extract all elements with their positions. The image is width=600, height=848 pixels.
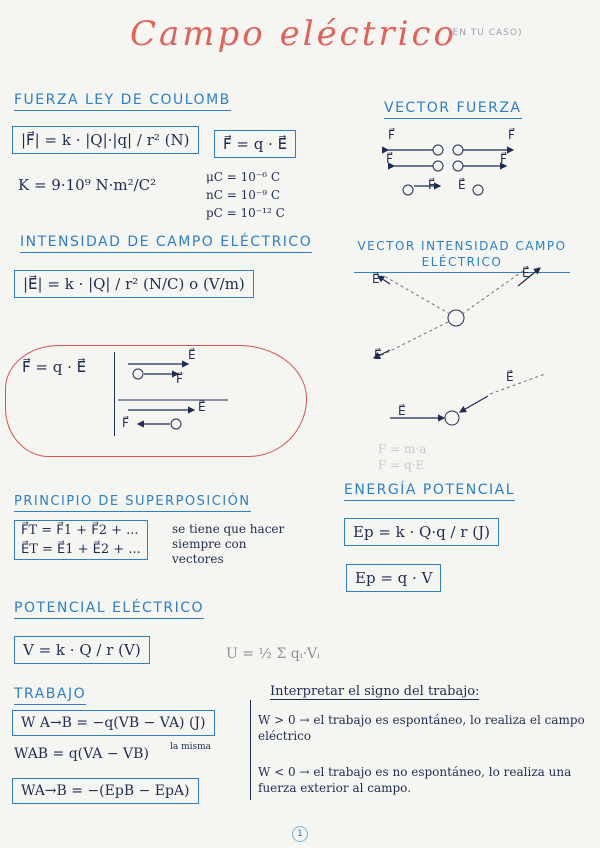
field-vectors-diagram bbox=[360, 264, 560, 434]
trabajo-formula-2-note: la misma bbox=[170, 742, 212, 752]
interp-positive: W > 0 → el trabajo es espontáneo, lo realiza el campo eléctrico bbox=[258, 713, 585, 743]
superposicion-heading: PRINCIPIO DE SUPERPOSICIÓN bbox=[14, 494, 251, 512]
page-number: 1 bbox=[292, 826, 308, 842]
interp-heading: Interpretar el signo del trabajo: bbox=[270, 684, 480, 699]
energia-heading: ENERGÍA POTENCIAL bbox=[344, 482, 515, 501]
trabajo-formula-3: WA→B = −(EpB − EpA) bbox=[12, 778, 199, 804]
superposicion-note: se tiene que hacer siempre con vectores bbox=[172, 522, 285, 566]
unit-nano: nC = 10⁻⁹ C bbox=[206, 188, 281, 202]
cloud-label-e2: E⃗ bbox=[198, 400, 206, 414]
force-label-2: F⃗ bbox=[508, 128, 515, 142]
force-field-formula: F⃗ = q · E⃗ bbox=[214, 130, 296, 158]
coulomb-heading: FUERZA LEY DE COULOMB bbox=[14, 92, 231, 111]
superposicion-box bbox=[14, 520, 148, 560]
field-label-d: E⃗ bbox=[506, 370, 514, 384]
field-label-1: E⃗ bbox=[458, 178, 466, 192]
force-label-5: F⃗ bbox=[428, 178, 435, 192]
interp-negative: W < 0 → el trabajo es no espontáneo, lo realiza una fuerza exterior al campo. bbox=[258, 765, 572, 795]
superposicion-formula-1: F⃗T = F⃗1 + F⃗2 + ... bbox=[21, 523, 139, 538]
faint-note-2: F = q·E bbox=[378, 458, 425, 472]
page-title: Campo eléctrico bbox=[130, 14, 458, 54]
force-label-4: F⃗ bbox=[500, 152, 507, 166]
trabajo-formula-2: WAB = q(VA − VB) bbox=[14, 746, 149, 762]
cloud-divider bbox=[114, 352, 115, 436]
title-note: (EN TU CASO) bbox=[448, 28, 523, 38]
vector-fuerza-heading: VECTOR FUERZA bbox=[384, 100, 522, 119]
cloud-diagram bbox=[118, 356, 238, 436]
field-label-e: E⃗ bbox=[398, 404, 406, 418]
cloud-label-f2: F⃗ bbox=[122, 416, 129, 430]
field-label-a: E⃗ bbox=[372, 272, 380, 286]
faint-note-1: F = m·a bbox=[378, 442, 427, 456]
trabajo-heading: TRABAJO bbox=[14, 686, 86, 705]
vector-intensidad-heading: VECTOR INTENSIDAD CAMPO ELÉCTRICO bbox=[354, 238, 570, 273]
force-label-3: F⃗ bbox=[386, 152, 393, 166]
field-label-c: E⃗ bbox=[374, 348, 382, 362]
unit-pico: pC = 10⁻¹² C bbox=[206, 206, 285, 220]
intensidad-heading: INTENSIDAD DE CAMPO ELÉCTRICO bbox=[20, 234, 312, 253]
cloud-label-f1: F⃗ bbox=[176, 372, 183, 386]
trabajo-brace bbox=[250, 700, 251, 800]
trabajo-formula-1: W A→B = −q(VB − VA) (J) bbox=[12, 710, 215, 736]
potencial-heading: POTENCIAL ELÉCTRICO bbox=[14, 600, 204, 619]
cloud-formula: F⃗ = q · E⃗ bbox=[22, 358, 87, 376]
energia-formula-1: Ep = k · Q·q / r (J) bbox=[344, 518, 499, 546]
cloud-label-e1: E⃗ bbox=[188, 348, 196, 362]
energia-formula-2: Ep = q · V bbox=[346, 564, 441, 592]
unit-micro: μC = 10⁻⁶ C bbox=[206, 170, 281, 184]
field-label-b: E⃗ bbox=[522, 266, 530, 280]
potencial-formula: V = k · Q / r (V) bbox=[14, 636, 150, 664]
coulomb-constant: K = 9·10⁹ N·m²/C² bbox=[18, 176, 157, 194]
force-label-1: F⃗ bbox=[388, 128, 395, 142]
potencial-side-formula: U = ½ Σ qᵢ·Vᵢ bbox=[226, 646, 320, 662]
coulomb-formula: |F⃗| = k · |Q|·|q| / r² (N) bbox=[12, 126, 199, 154]
intensidad-formula: |E⃗| = k · |Q| / r² (N/C) o (V/m) bbox=[14, 270, 254, 298]
superposicion-formula-2: E⃗T = E⃗1 + E⃗2 + ... bbox=[21, 542, 141, 557]
